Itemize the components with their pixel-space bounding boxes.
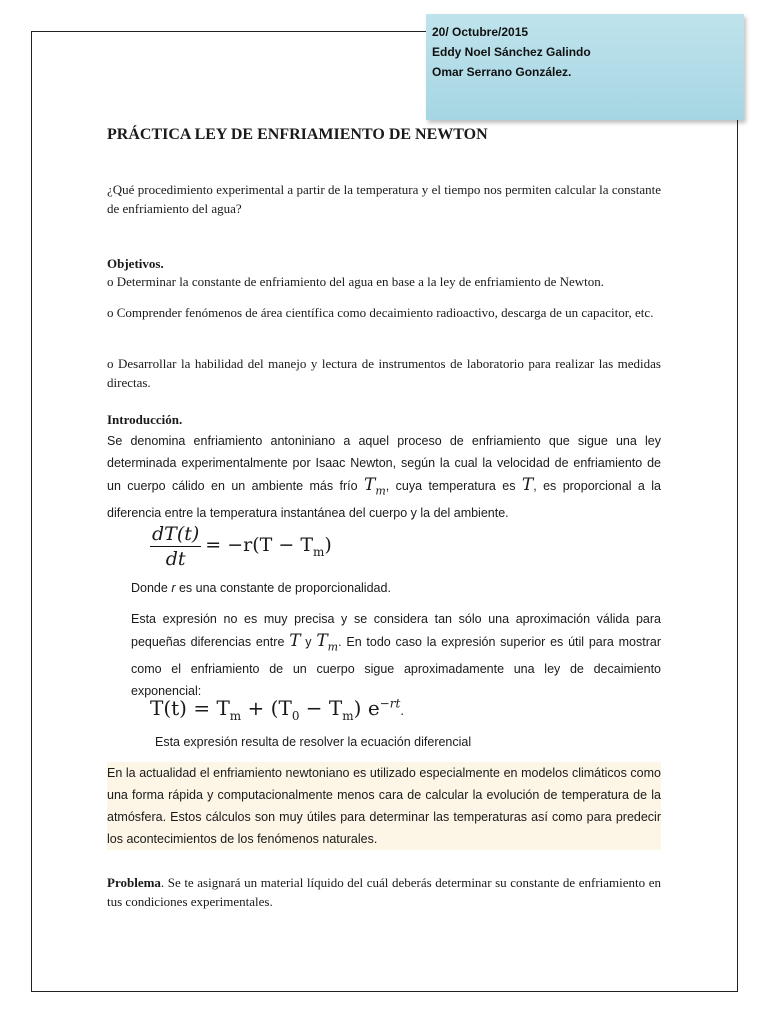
intro-paragraph-4: Esta expresión resulta de resolver la ecuación diferencial xyxy=(155,735,472,749)
header-note xyxy=(426,14,744,120)
equation-fraction: $\frac{dT(t)}{dt}$ xyxy=(152,523,200,570)
objective-item-3: o Desarrollar la habilidad del manejo y lectura de instrumentos de laboratorio para realizar las medidas directas. xyxy=(107,356,661,390)
objective-item-1: o Determinar la constante de enfriamiento del agua en base a la ley de enfriamiento de Newton. xyxy=(107,274,605,289)
intro-p1-text-a: Se denomina enfriamiento antoniniano a aquel proceso de enfriamiento que sigue una ley determinada experimentalmente por Isaac Newton, según la cual la velocidad de enfriamiento de un cuerpo cálido en un ambiente más frío xyxy=(107,434,661,493)
problem-text: . Se te asignará un material líquido del cuál deberás determinar su constante de enfriamiento en tus condiciones experimentales. xyxy=(107,875,661,909)
research-question: ¿Qué procedimiento experimental a partir de la temperatura y el tiempo nos permiten calcular la constante de enfriamiento del agua? xyxy=(107,182,661,216)
equation-rhs: = $-r(T - T_m)$ xyxy=(205,533,332,559)
intro-paragraph-5: En la actualidad el enfriamiento newtoniano es utilizado especialmente en modelos climáticos como una forma rápida y computacionalmente menos cara de calcular la evolución de temperatura de la atmósfera. Estos cálculos son muy útiles para determinar las temperaturas así como para predecir los acontecimientos de los fenómenos naturales. xyxy=(107,762,661,850)
intro-p1-text-c: , es proporcional a la diferencia entre la temperatura instantánea del cuerpo y la del ambiente. xyxy=(107,479,661,521)
problem-paragraph xyxy=(107,873,661,911)
problem-label: Problema xyxy=(107,875,161,890)
intro-p1-text-b: , cuya temperatura es xyxy=(385,479,522,493)
tm-symbol: $T_m$ xyxy=(363,475,386,498)
document-title: PRÁCTICA LEY DE ENFRIAMIENTO DE NEWTON xyxy=(107,126,488,143)
note-author-2: Omar Serrano González. xyxy=(432,65,572,79)
introduction-heading: Introducción. xyxy=(107,412,183,427)
objective-item-2: o Comprender fenómenos de área científica como decaimiento radioactivo, descarga de un capacitor, etc. xyxy=(107,305,654,320)
objectives-heading: Objetivos. xyxy=(107,256,164,271)
t-symbol: T xyxy=(521,475,534,495)
note-date: 20/ Octubre/2015 xyxy=(432,25,529,39)
note-author-1: Eddy Noel Sánchez Galindo xyxy=(432,45,591,59)
intro-paragraph-2: Donde r es una constante de proporcionalidad. xyxy=(131,581,391,595)
equation-differential xyxy=(150,522,332,571)
intro-paragraph-1 xyxy=(107,430,661,524)
equation-exponential: $T(t) = T_m + (T_0 - T_m)$ $e^{-rt}$. xyxy=(150,696,405,723)
intro-paragraph-3: Esta expresión no es muy precisa y se considera tan sólo una aproximación válida para pequeñas diferencias entre T y $T_m$. En todo caso la expresión superior es útil para mostrar como el enfriamiento de un cuerpo sigue aproximadamente una ley de decaimiento exponencial: xyxy=(131,612,661,699)
